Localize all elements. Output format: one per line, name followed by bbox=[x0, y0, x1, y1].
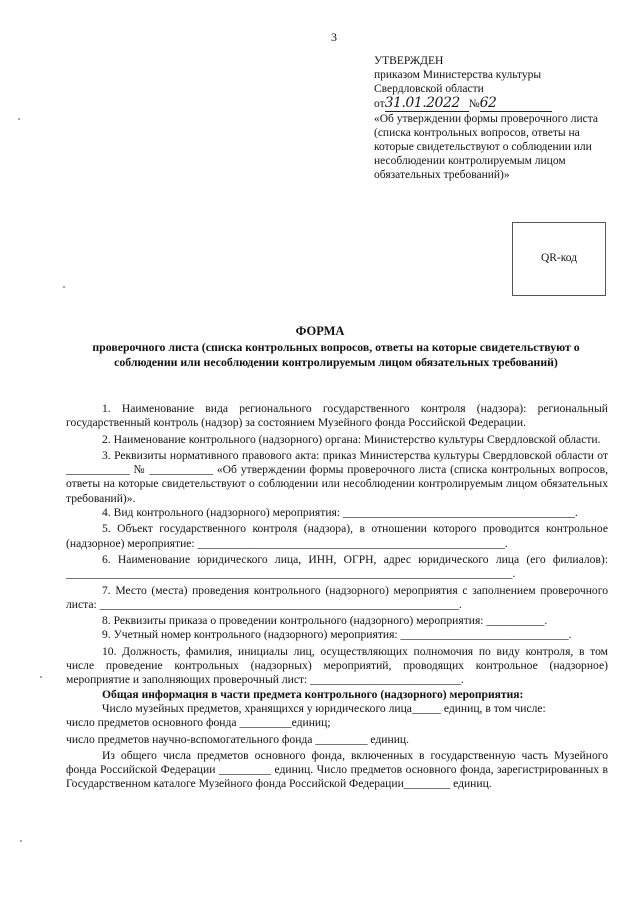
qr-label: QR-код bbox=[540, 252, 578, 264]
paragraph-1: 1. Наименование вида регионального государственного контроля (надзора): региональный государственный контроль (надзор) за состоянием Музейного фонда Российской Федерации. bbox=[66, 402, 608, 430]
approval-heading: УТВЕРЖДЕН bbox=[374, 55, 444, 67]
scan-speck bbox=[20, 840, 22, 842]
main-fund-count: число предметов основного фонда _________единиц; bbox=[66, 716, 331, 730]
paragraph-10: 10. Должность, фамилия, инициалы лиц, осуществляющих полномочия по виду контроля, в том числе проведение контрольных (надзорных) мероприятий, проводящих контрольное (надзорное) мероприятие и заполняющих проверочный лист: __________________________. bbox=[66, 644, 608, 687]
paragraph-5: 5. Объект государственного контроля (надзора), в отношении которого проводится контрольное (надзорное) мероприятие: _____________________________________________________. bbox=[66, 522, 608, 550]
approval-line-2: Свердловской области bbox=[374, 83, 484, 95]
paragraph-6: 6. Наименование юридического лица, ИНН, ОГРН, адрес юридического лица (его филиалов): _____________________________________________________________________________. bbox=[66, 552, 608, 581]
paragraph-2: 2. Наименование контрольного (надзорного) органа: Министерство культуры Свердловской области. bbox=[102, 432, 601, 446]
page-number: 3 bbox=[331, 30, 337, 44]
handwritten-number: 62 bbox=[479, 95, 497, 111]
scan-speck bbox=[63, 286, 65, 288]
museum-items-count: Число музейных предметов, хранящихся у юридического лица_____ единиц, в том числе: bbox=[102, 701, 546, 715]
state-part-count: Из общего числа предметов основного фонда, включенных в государственную часть Музейного фонда Российской Федерации _________ единиц. Число предметов основного фонда, зарегистрированных в Государственном каталоге Музейного фонда Российской Федерации________ единиц. bbox=[66, 748, 608, 791]
approval-block bbox=[374, 54, 614, 182]
paragraph-9: 9. Учетный номер контрольного (надзорного) мероприятия: _____________________________. bbox=[102, 628, 572, 642]
number-prefix: № bbox=[468, 98, 480, 110]
approval-date-line bbox=[374, 96, 614, 112]
from-prefix: от bbox=[374, 98, 385, 110]
scan-speck bbox=[40, 676, 42, 678]
paragraph-7: 7. Место (места) проведения контрольного (надзорного) мероприятия с заполнением проверочного листа: ______________________________________________________________. bbox=[66, 583, 608, 611]
form-title: ФОРМА bbox=[295, 324, 345, 338]
paragraph-4: 4. Вид контрольного (надзорного) мероприятия: ________________________________________. bbox=[102, 506, 578, 520]
form-subtitle: проверочного листа (списка контрольных вопросов, ответы на которые свидетельствуют о соблюдении или несоблюдении контролируемым лицом обязательных требований) bbox=[92, 340, 580, 369]
number-signature-line bbox=[480, 96, 552, 112]
approval-line-1: приказом Министерства культуры bbox=[374, 69, 542, 81]
scientific-fund-count: число предметов научно-вспомогательного фонда _________ единиц. bbox=[66, 732, 410, 746]
paragraph-3: 3. Реквизиты нормативного правового акта: приказ Министерства культуры Свердловской области от ___________ № ___________ «Об утверждении формы проверочного листа (списка контрольных вопросов, ответы на которые свидетельствуют о соблюдении или несоблюдении контролируемым лицом обязательных требований)». bbox=[66, 448, 608, 505]
general-info-heading: Общая информация в части предмета контрольного (надзорного) мероприятия: bbox=[102, 687, 524, 701]
qr-code-placeholder bbox=[512, 222, 606, 296]
date-signature-line bbox=[385, 96, 469, 112]
paragraph-8: 8. Реквизиты приказа о проведении контрольного (надзорного) мероприятия: __________. bbox=[102, 614, 548, 628]
scan-speck bbox=[18, 118, 20, 120]
approval-title: «Об утверждении формы проверочного листа (списка контрольных вопросов, ответы на которые свидетельствуют о соблюдении или несоблюдении контролируемым лицом обязательных требований)» bbox=[374, 113, 599, 181]
form-body bbox=[66, 402, 608, 792]
handwritten-date: 31.01.2022 bbox=[384, 95, 460, 111]
